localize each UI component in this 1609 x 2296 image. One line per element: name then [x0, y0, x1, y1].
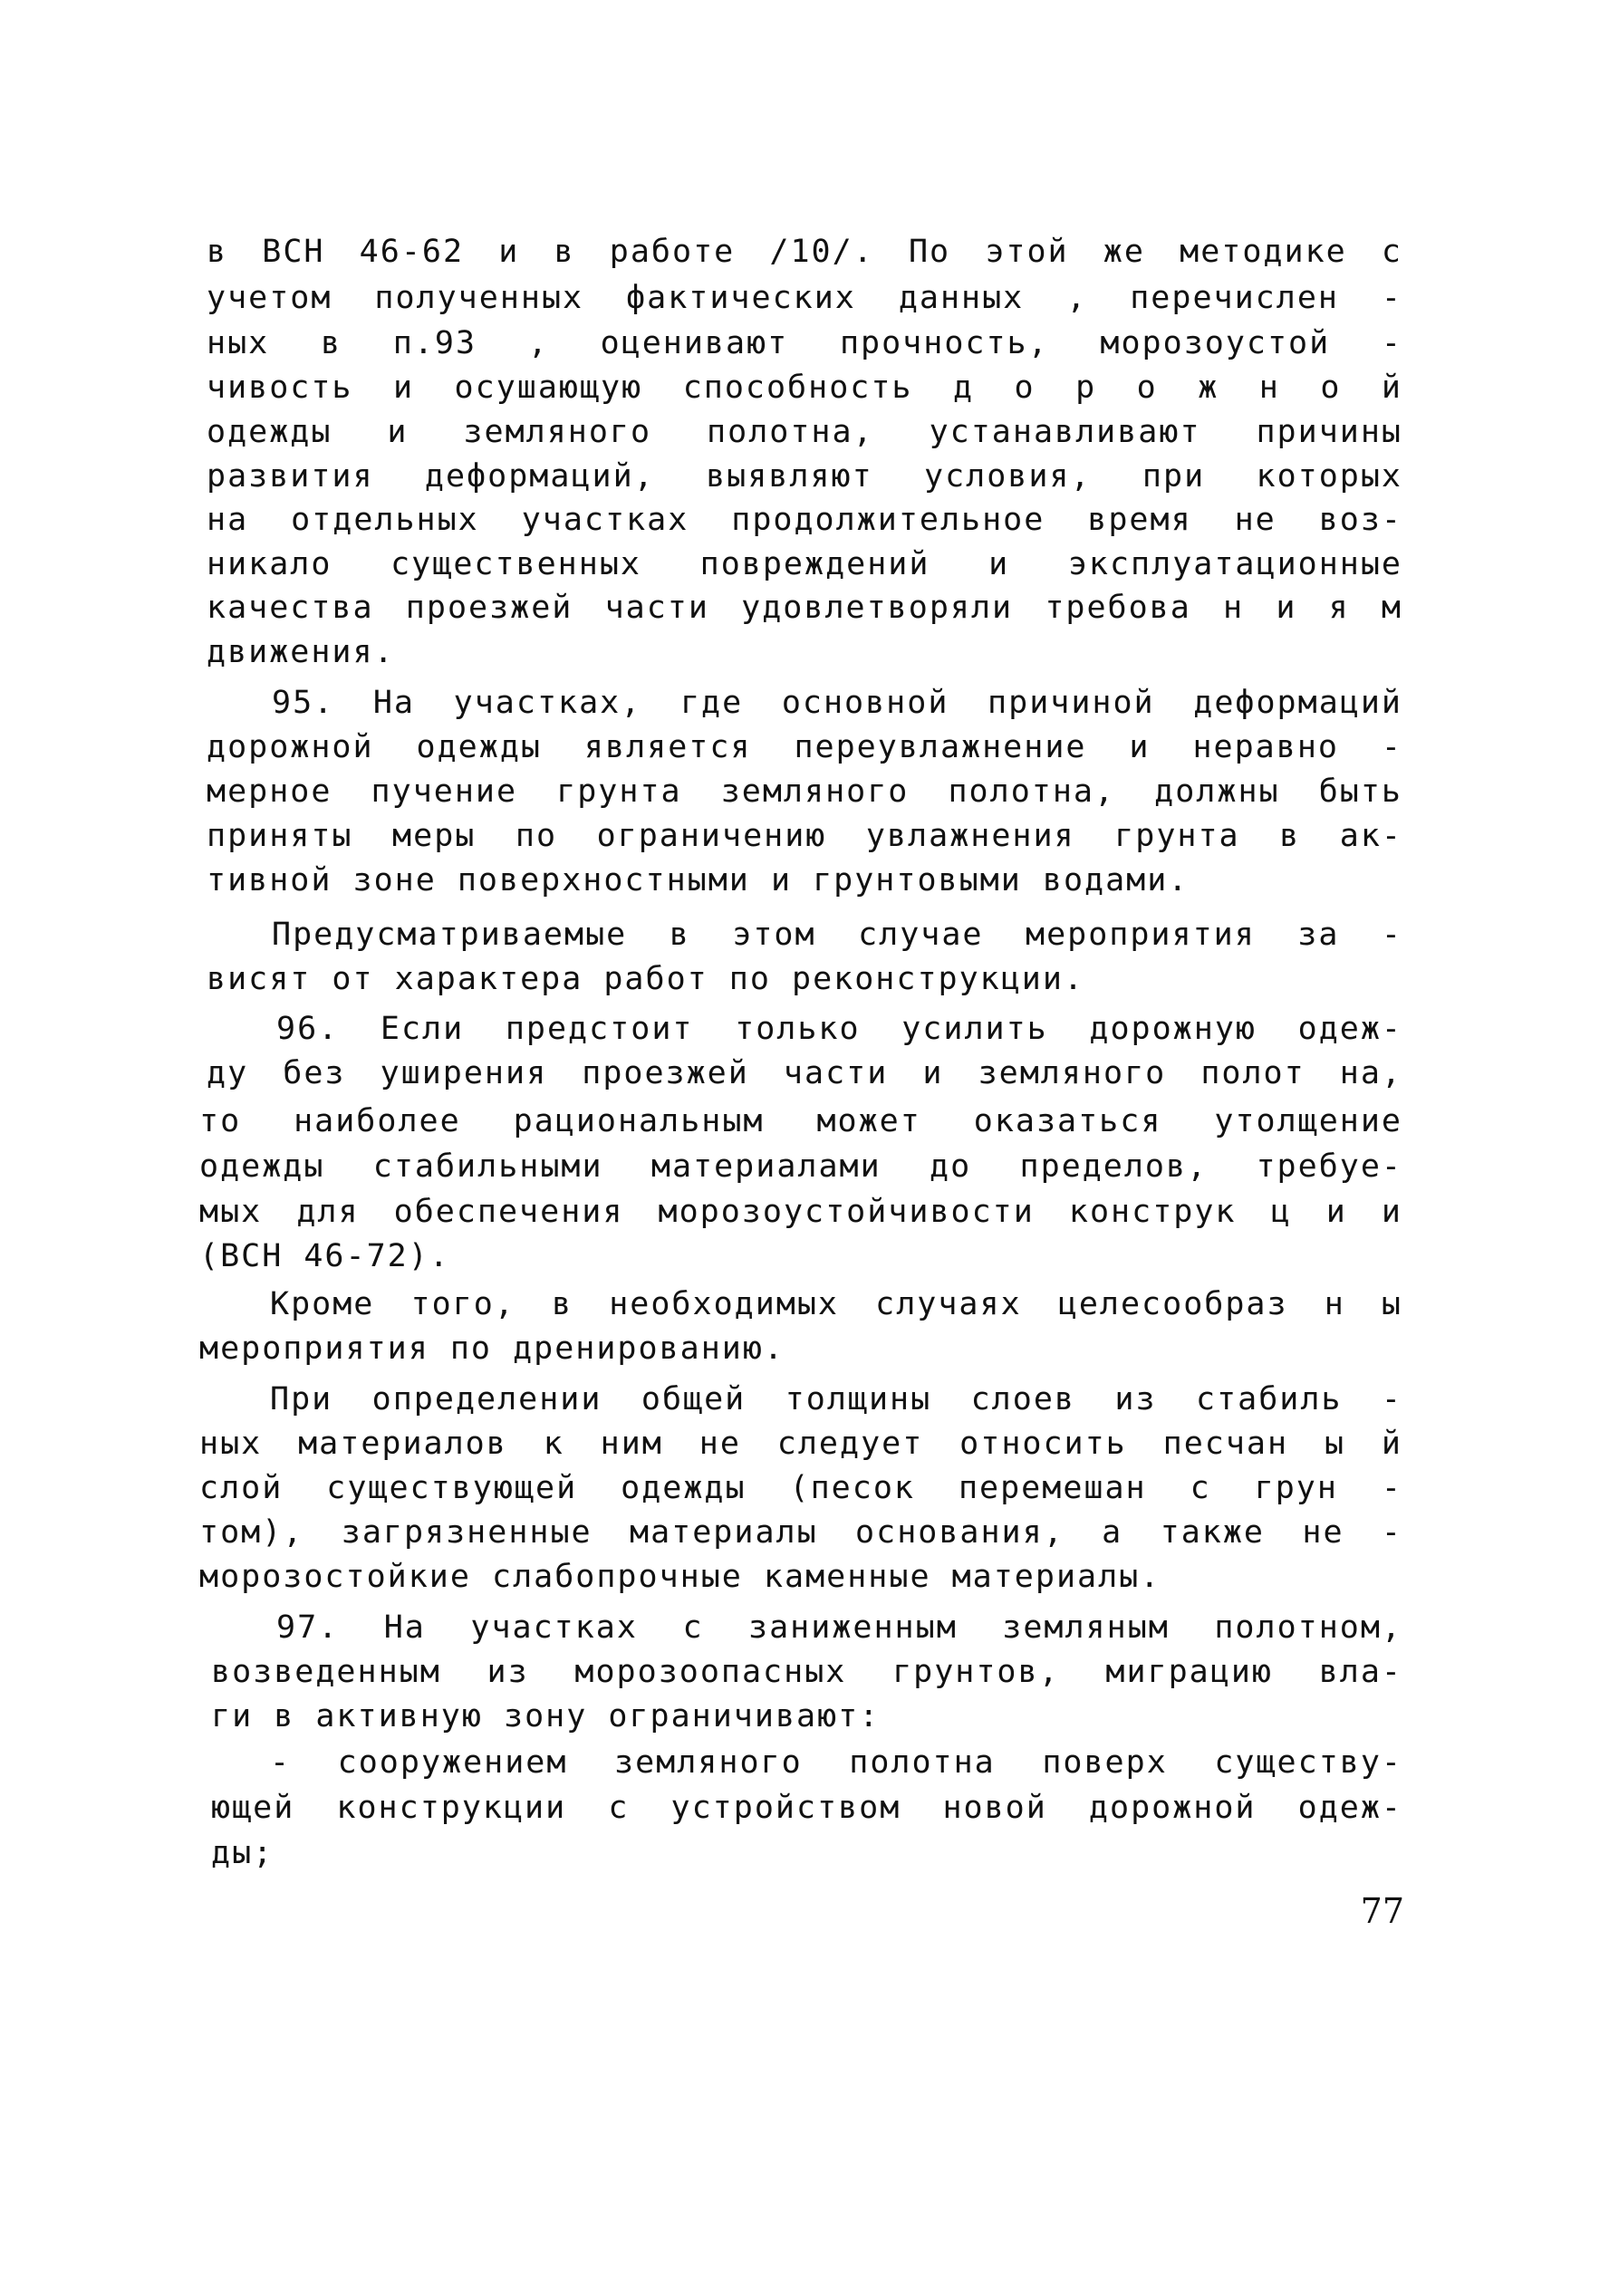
list-item: - сооружением земляного полотна поверх существу-: [270, 1744, 1402, 1781]
text-line: мероприятия по дренированию.: [199, 1331, 785, 1367]
paragraph-start: Кроме того, в необходимых случаях целесообраз н ы: [270, 1286, 1402, 1322]
text-line: тивной зоне поверхностными и грунтовыми водами.: [207, 862, 1190, 898]
text-line: том), загрязненные материалы основания, а также не -: [199, 1514, 1402, 1551]
text-line: мерное пучение грунта земляного полотна, должны быть: [207, 773, 1402, 810]
text-line: висят от характера работ по реконструкции.: [207, 961, 1085, 997]
text-line: на отдельных участках продолжительное время не воз-: [207, 502, 1402, 538]
text-line: развития деформаций, выявляют условия, при которых: [207, 458, 1402, 495]
paragraph-start: При определении общей толщины слоев из стабиль -: [270, 1381, 1402, 1417]
paragraph-97-start: 97. На участках с заниженным земляным полотном,: [276, 1609, 1402, 1646]
text-line: морозостойкие слабопрочные каменные материалы.: [199, 1559, 1161, 1595]
text-line: в ВСН 46-62 и в работе /10/. По этой же методике с: [207, 234, 1402, 270]
text-line: учетом полученных фактических данных , перечислен -: [207, 280, 1402, 316]
text-line: ных в п.93 , оценивают прочность, морозоустой -: [207, 325, 1402, 361]
text-line: чивость и осушающую способность д о р о ж н о й: [207, 370, 1402, 406]
text-line: качества проезжей части удовлетворяли требова н и я м: [207, 590, 1402, 626]
text-line: мых для обеспечения морозоустойчивости конструк ц и и: [199, 1194, 1402, 1230]
text-line: одежды стабильными материалами до пределов, требуе-: [199, 1148, 1402, 1185]
text-line: никало существенных повреждений и эксплуатационные: [207, 546, 1402, 582]
text-line: ющей конструкции с устройством новой дорожной одеж-: [211, 1790, 1402, 1826]
paragraph-95-start: 95. На участках, где основной причиной деформаций: [272, 685, 1402, 721]
text-line: ги в активную зону ограничивают:: [211, 1698, 881, 1734]
text-line: дорожной одежды является переувлажнение и неравно -: [207, 729, 1402, 765]
text-line: слой существующей одежды (песок перемешан с грун -: [199, 1470, 1402, 1506]
paragraph-96-start: 96. Если предстоит только усилить дорожную одеж-: [276, 1011, 1402, 1047]
text-line: ных материалов к ним не следует относить песчан ы й: [199, 1426, 1402, 1462]
text-line: приняты меры по ограничению увлажнения грунта в ак-: [207, 818, 1402, 854]
text-line: ду без уширения проезжей части и земляного полот на,: [207, 1055, 1402, 1091]
text-line: (ВСН 46-72).: [199, 1238, 450, 1274]
text-line: движения.: [207, 634, 395, 670]
text-line: ды;: [211, 1835, 275, 1871]
text-line: одежды и земляного полотна, устанавливают причины: [207, 414, 1402, 450]
text-line: возведенным из морозоопасных грунтов, миграцию вла-: [211, 1654, 1402, 1690]
text-line: то наиболее рациональным может оказаться утолщение: [199, 1103, 1402, 1139]
page-number: 77: [1360, 1891, 1404, 1931]
paragraph-start: Предусматриваемые в этом случае мероприятия за -: [272, 917, 1402, 953]
